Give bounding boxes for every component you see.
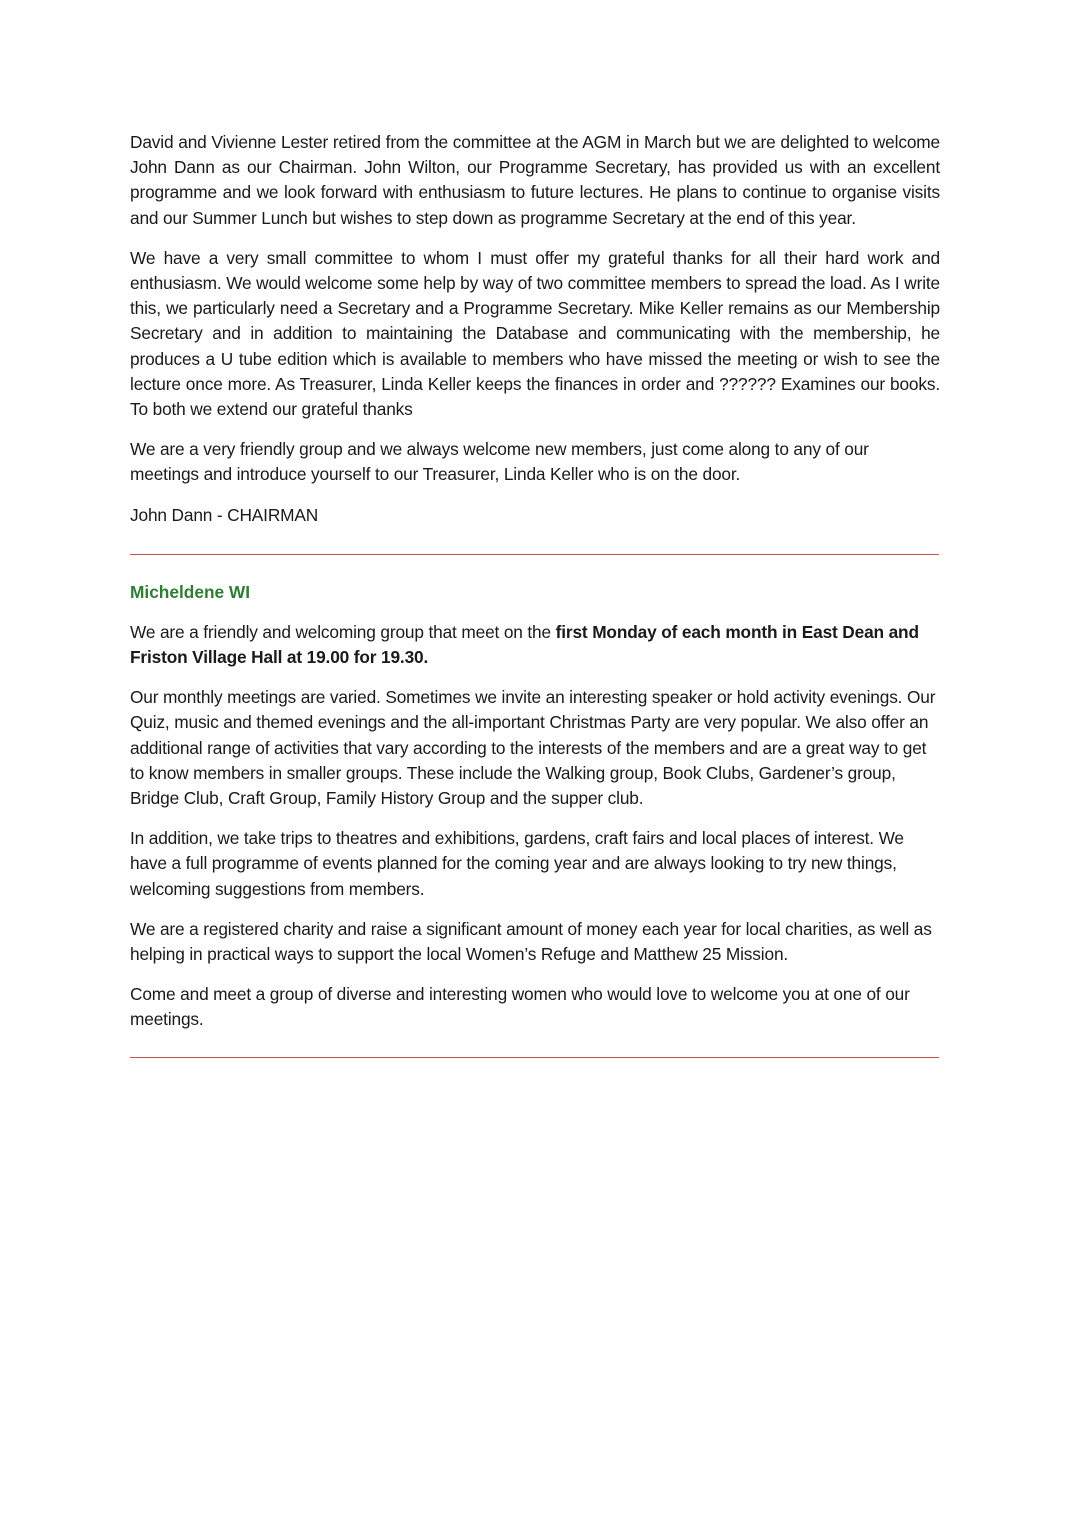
- micheldene-wi-section: [130, 580, 940, 1033]
- paragraph-charity: We are a registered charity and raise a significant amount of money each year for local charities, as well as helping in practical ways to support the local Women’s Refuge and Matthew 25 Mission.: [130, 918, 932, 965]
- document-page: [130, 130, 940, 1058]
- section-divider-bottom: [130, 1057, 939, 1058]
- meeting-schedule-bold: first Monday of each month in East Dean and Friston Village Hall at 19.00 for 19.30.: [130, 621, 919, 668]
- paragraph-committee-thanks: We have a very small committee to whom I must offer my grateful thanks for all their hard work and enthusiasm. We would welcome some help by way of two committee members to spread the load. As I write this, we particularly need a Secretary and a Programme Secretary. Mike Keller remains as our Membership Secretary and in addition to maintaining the Database and communicating with the membership, he produces a U tube edition which is available to members who have missed the meeting or wish to see the lecture once more. As Treasurer, Linda Keller keeps the finances in order and ?????? Examines our books. To both we extend our grateful thanks: [130, 247, 940, 420]
- paragraph-invitation: Come and meet a group of diverse and interesting women who would love to welcome you at one of our meetings.: [130, 984, 910, 1030]
- paragraph-welcome-members: We are a very friendly group and we always welcome new members, just come along to any of our meetings and introduce yourself to our Treasurer, Linda Keller who is on the door.: [130, 439, 869, 485]
- section-divider: [130, 554, 939, 555]
- paragraph-trips: In addition, we take trips to theatres and exhibitions, gardens, craft fairs and local places of interest. We have a full programme of events planned for the coming year and are always looking to try new things, welcoming suggestions from members.: [130, 828, 904, 899]
- chairman-report-section: [130, 130, 940, 528]
- paragraph-meeting-info: [130, 620, 940, 670]
- chairman-signature: John Dann - CHAIRMAN: [130, 504, 319, 525]
- section-heading: Micheldene WI: [130, 581, 251, 602]
- meeting-intro-text: We are a friendly and welcoming group that meet on the: [130, 621, 556, 642]
- paragraph-committee-changes: David and Vivienne Lester retired from the committee at the AGM in March but we are delighted to welcome John Dann as our Chairman. John Wilton, our Programme Secretary, has provided us with an excellent programme and we look forward with enthusiasm to future lectures. He plans to continue to organise visits and our Summer Lunch but wishes to step down as programme Secretary at the end of this year.: [130, 132, 940, 228]
- paragraph-monthly-meetings: Our monthly meetings are varied. Sometimes we invite an interesting speaker or hold activity evenings. Our Quiz, music and themed evenings and the all-important Christmas Party are very popular. We also offer an additional range of activities that vary according to the interests of the members and are a great way to get to know members in smaller groups. These include the Walking group, Book Clubs, Gardener’s group, Bridge Club, Craft Group, Family History Group and the supper club.: [130, 687, 936, 809]
